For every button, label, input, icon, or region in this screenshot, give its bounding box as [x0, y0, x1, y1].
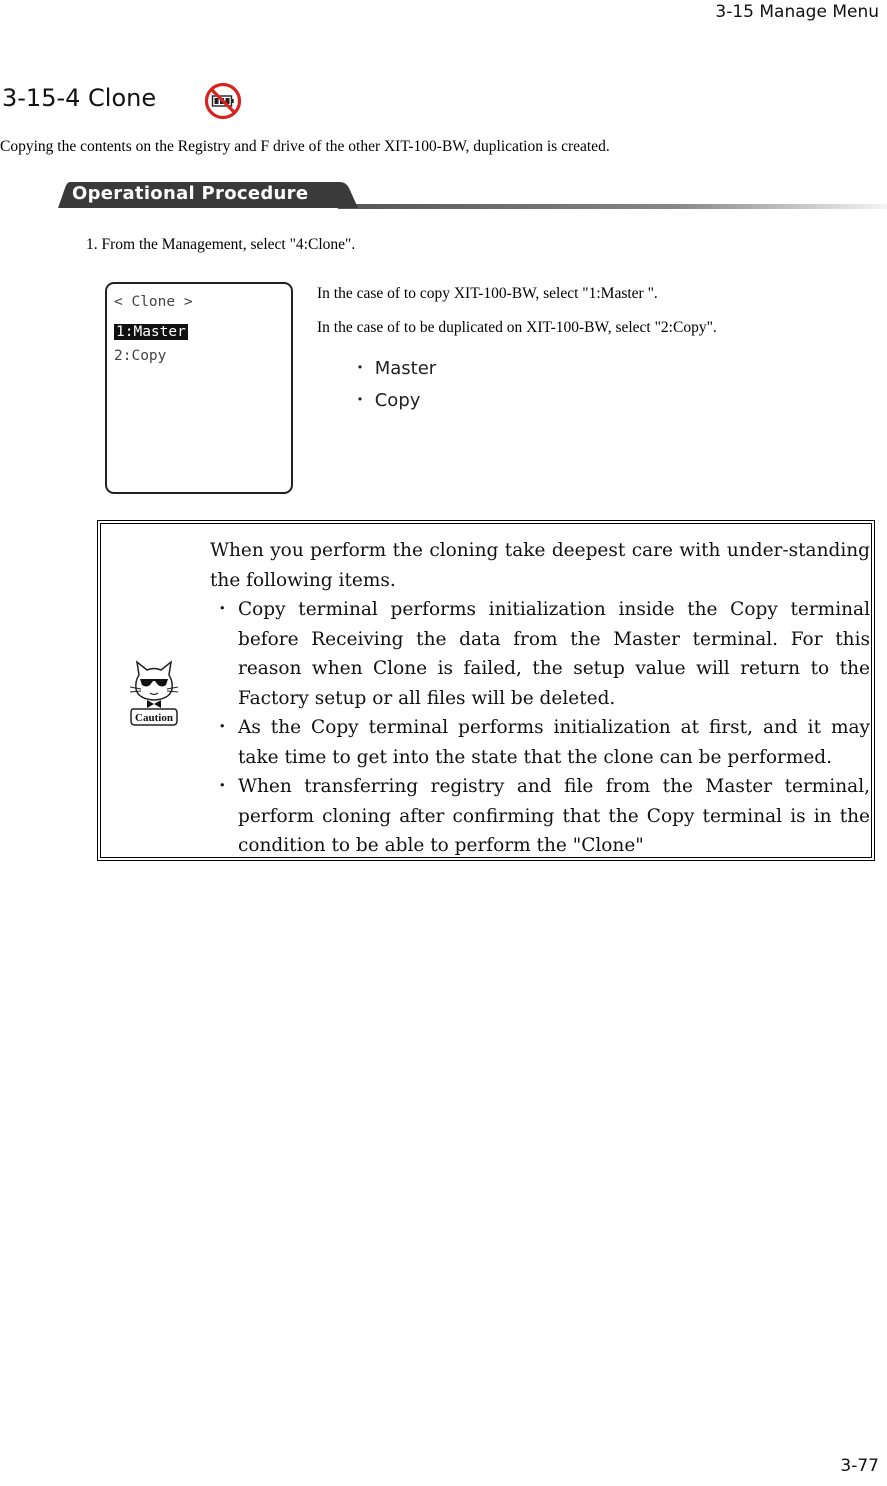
terminal-screen — [105, 282, 293, 494]
intro-paragraph: Copying the contents on the Registry and F drive of the other XIT-100-BW, duplication is created. — [0, 138, 610, 155]
caution-box — [97, 520, 875, 861]
procedure-heading: Operational Procedure — [72, 183, 309, 204]
bullet: ・ — [213, 599, 232, 620]
option-copy: ・ Copy — [351, 390, 421, 411]
caution-item: ・ When transferring registry and file from the Master terminal, perform cloning after confirming that the Copy terminal is in the condition to be able to perform the "Clone" — [210, 772, 870, 861]
caution-inner-frame — [100, 523, 872, 858]
caution-cat-icon — [128, 659, 180, 729]
section-title: 3-15-4 Clone — [2, 84, 157, 112]
screen-menu-item-master[interactable]: 1:Master — [116, 324, 186, 340]
caution-item: ・ As the Copy terminal performs initialization at first, and it may take time to get into the state that the clone can be performed. — [210, 713, 870, 772]
bullet: ・ — [351, 358, 369, 379]
option-master: ・ Master — [351, 358, 437, 379]
copy-note: In the case of to be duplicated on XIT-100-BW, select "2:Copy". — [317, 319, 717, 336]
bullet: ・ — [213, 776, 232, 797]
caution-text — [210, 536, 870, 861]
caution-list — [210, 595, 870, 861]
caution-label: Caution — [135, 712, 173, 724]
bullet: ・ — [351, 390, 369, 411]
caution-lead: When you perform the cloning take deepest care with under-standing the following items. — [210, 540, 870, 591]
step-1: 1. From the Management, select "4:Clone". — [86, 236, 356, 253]
screen-menu-item-copy[interactable]: 2:Copy — [114, 348, 167, 364]
master-note: In the case of to copy XIT-100-BW, select "1:Master ". — [317, 285, 658, 302]
no-battery-icon — [204, 82, 242, 120]
screen-title: < Clone > — [114, 294, 193, 310]
bullet: ・ — [213, 717, 232, 738]
chapter-header: 3-15 Manage Menu — [715, 2, 879, 22]
caution-item: ・ Copy terminal performs initialization inside the Copy terminal before Receiving the data from the Master terminal. For this reason when Clone is failed, the setup value will return to the Factory setup or all files will be deleted. — [210, 595, 870, 713]
page-number: 3-77 — [840, 1456, 879, 1476]
